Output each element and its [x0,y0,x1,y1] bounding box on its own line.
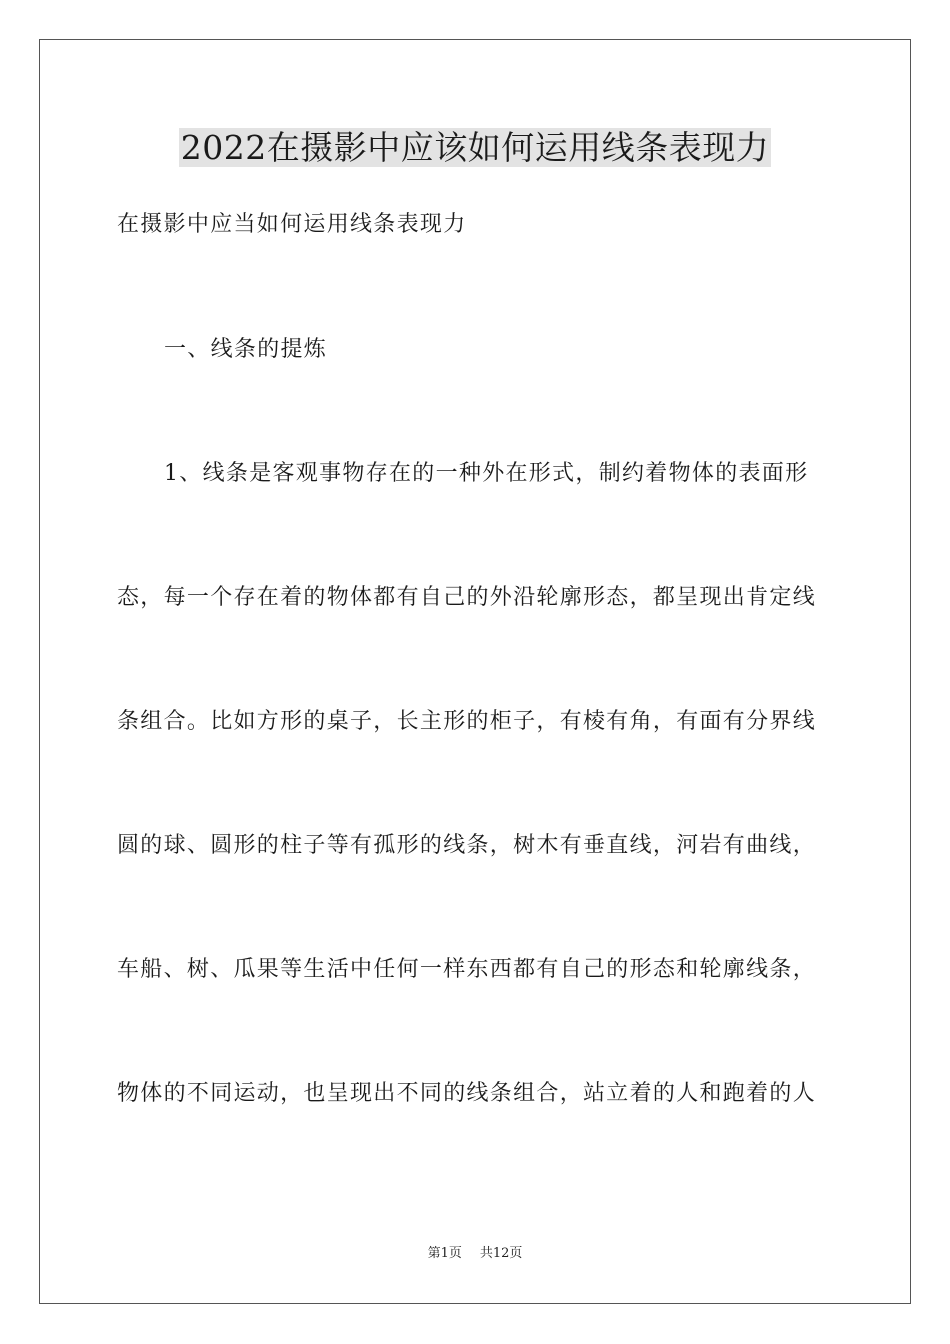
document-title-text: 2022在摄影中应该如何运用线条表现力 [180,128,770,167]
document-subtitle: 在摄影中应当如何运用线条表现力 [117,212,467,237]
page-total: 共12页 [479,1246,523,1261]
paragraph-line: 车船、树、瓜果等生活中任何一样东西都有自己的形态和轮廓线条， [117,957,817,982]
paragraph-line: 1、线条是客观事物存在的一种外在形式，制约着物体的表面形 [164,461,809,486]
paragraph-line: 物体的不同运动，也呈现出不同的线条组合，站立着的人和跑着的人 [117,1081,817,1106]
paragraph-line: 条组合。比如方形的桌子，长主形的柜子，有棱有角，有面有分界线 [117,709,817,734]
page-number: 第1页 [427,1246,462,1261]
paragraph-line: 圆的球、圆形的柱子等有孤形的线条，树木有垂直线，河岩有曲线， [117,833,817,858]
paragraph-line: 态，每一个存在着的物体都有自己的外沿轮廓形态，都呈现出肯定线 [117,585,817,610]
page-footer [0,1245,950,1263]
document-title [0,126,950,170]
section-heading: 一、线条的提炼 [164,337,328,362]
